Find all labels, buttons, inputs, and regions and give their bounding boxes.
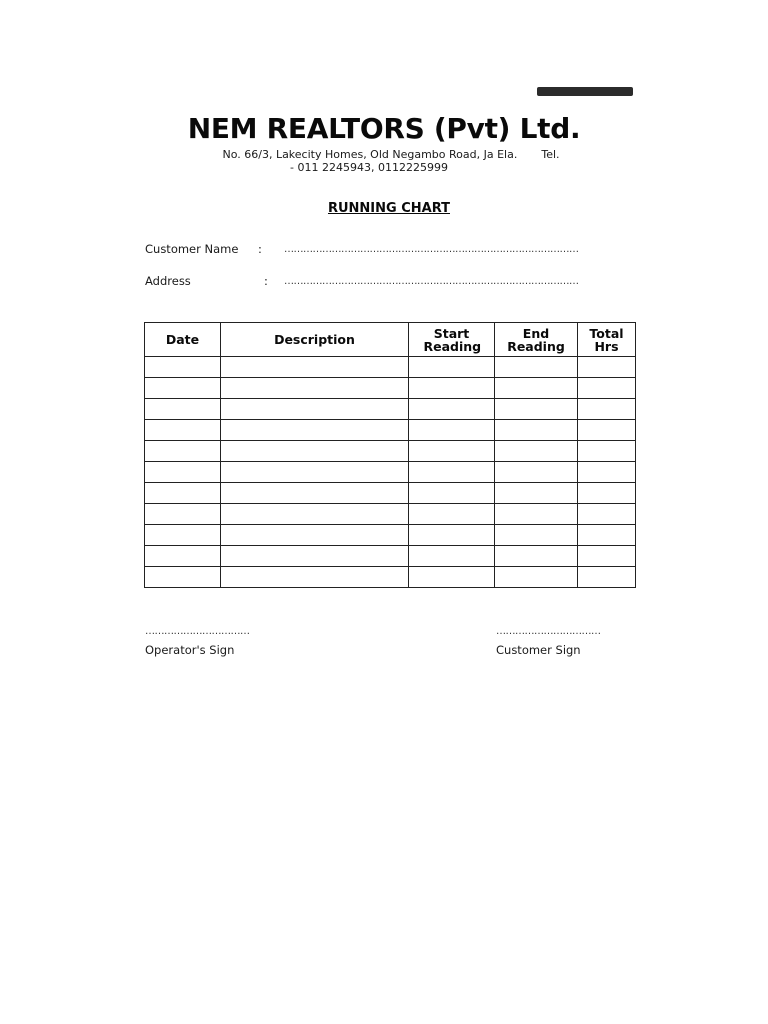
table-cell-total-hrs[interactable] [578,462,636,483]
company-name: NEM REALTORS (Pvt) Ltd. [187,112,581,145]
table-cell-date[interactable] [145,525,221,546]
table-row [145,546,636,567]
address-colon: : [264,274,268,288]
col-header-description: Description [221,323,409,357]
tel-label: Tel. [541,148,560,161]
table-row [145,567,636,588]
company-address [0,148,768,161]
table-cell-end-reading[interactable] [495,546,578,567]
table-row [145,420,636,441]
table-cell-description[interactable] [221,357,409,378]
table-cell-start-reading[interactable] [409,462,495,483]
table-cell-end-reading[interactable] [495,525,578,546]
col-header-start-reading [409,323,495,357]
table-cell-date[interactable] [145,567,221,588]
table-row [145,462,636,483]
table-cell-end-reading[interactable] [495,462,578,483]
header-decor-bar [537,87,633,96]
table-row [145,378,636,399]
table-cell-start-reading[interactable] [409,420,495,441]
table-cell-end-reading[interactable] [495,504,578,525]
customer-sign-line: …………………………… [496,626,601,637]
table-cell-total-hrs[interactable] [578,525,636,546]
table-cell-total-hrs[interactable] [578,357,636,378]
table-cell-start-reading[interactable] [409,525,495,546]
table-cell-total-hrs[interactable] [578,378,636,399]
table-cell-date[interactable] [145,483,221,504]
table-cell-end-reading[interactable] [495,567,578,588]
table-body [145,357,636,588]
table-cell-start-reading[interactable] [409,483,495,504]
document-title: RUNNING CHART [327,201,450,216]
col-header-end-reading: End Reading [495,323,578,357]
table-cell-end-reading[interactable] [495,483,578,504]
table-cell-description[interactable] [221,504,409,525]
table-header-row [145,323,636,357]
company-phone: - 011 2245943, 0112225999 [290,161,448,174]
table-cell-start-reading[interactable] [409,441,495,462]
table-row [145,525,636,546]
table-cell-date[interactable] [145,504,221,525]
total-hrs-label: Total Hrs [589,325,624,354]
table-cell-start-reading[interactable] [409,504,495,525]
table-cell-end-reading[interactable] [495,441,578,462]
table-cell-end-reading[interactable] [495,357,578,378]
address-label: Address [145,274,191,288]
running-chart-table [144,322,636,588]
table-cell-total-hrs[interactable] [578,546,636,567]
table-cell-start-reading[interactable] [409,399,495,420]
table-cell-total-hrs[interactable] [578,504,636,525]
operator-sign-line: …………………………… [145,626,250,637]
table-cell-start-reading[interactable] [409,378,495,399]
address-line-1: No. 66/3, Lakecity Homes, Old Negambo Road, Ja Ela. [222,148,518,161]
table-cell-start-reading[interactable] [409,567,495,588]
table-row [145,441,636,462]
table-cell-description[interactable] [221,441,409,462]
table-cell-start-reading[interactable] [409,546,495,567]
table-cell-total-hrs[interactable] [578,483,636,504]
table-cell-description[interactable] [221,483,409,504]
operator-sign-label: Operator's Sign [145,643,235,657]
table-cell-description[interactable] [221,525,409,546]
table-cell-date[interactable] [145,441,221,462]
start-reading-label: Start Reading [423,325,482,354]
table-cell-description[interactable] [221,546,409,567]
customer-sign-label: Customer Sign [496,643,581,657]
customer-name-label: Customer Name [145,242,239,256]
table-cell-description[interactable] [221,420,409,441]
table-row [145,357,636,378]
table-cell-end-reading[interactable] [495,378,578,399]
table-cell-date[interactable] [145,546,221,567]
table-cell-total-hrs[interactable] [578,399,636,420]
col-header-date: Date [145,323,221,357]
address-field[interactable]: ………………………………………………………………………………… [284,276,579,287]
table-cell-description[interactable] [221,567,409,588]
col-header-total-hrs [578,323,636,357]
table-cell-total-hrs[interactable] [578,420,636,441]
table-cell-date[interactable] [145,399,221,420]
table-cell-date[interactable] [145,420,221,441]
table-cell-date[interactable] [145,378,221,399]
table-cell-date[interactable] [145,357,221,378]
customer-name-field[interactable]: ………………………………………………………………………………… [284,244,579,255]
table-cell-total-hrs[interactable] [578,441,636,462]
table-cell-end-reading[interactable] [495,420,578,441]
table-cell-description[interactable] [221,378,409,399]
table-row [145,399,636,420]
table-cell-date[interactable] [145,462,221,483]
table-cell-start-reading[interactable] [409,357,495,378]
table-cell-end-reading[interactable] [495,399,578,420]
customer-name-colon: : [258,242,262,256]
table-cell-description[interactable] [221,399,409,420]
table-cell-total-hrs[interactable] [578,567,636,588]
table-row [145,483,636,504]
table-cell-description[interactable] [221,462,409,483]
table-row [145,504,636,525]
